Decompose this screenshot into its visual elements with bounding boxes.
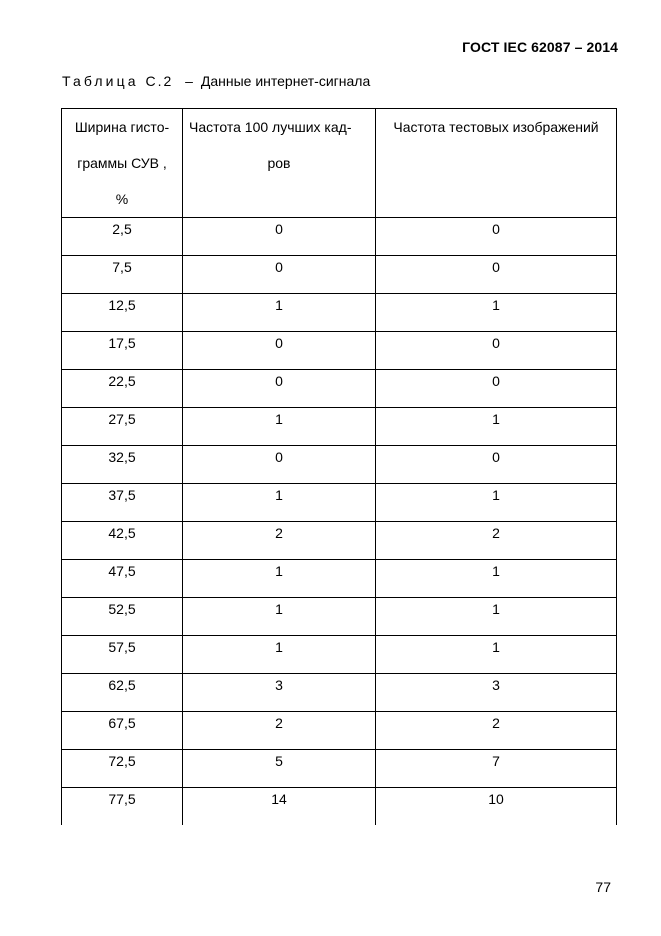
cell-test-images-frequency: 0 — [376, 218, 617, 256]
cell-top100-frequency: 1 — [183, 636, 376, 674]
cell-histogram-width: 52,5 — [62, 598, 183, 636]
cell-histogram-width: 32,5 — [62, 446, 183, 484]
cell-top100-frequency: 5 — [183, 750, 376, 788]
cell-top100-frequency: 0 — [183, 218, 376, 256]
document-standard-header: ГОСТ IEC 62087 – 2014 — [462, 39, 618, 55]
cell-top100-frequency: 1 — [183, 408, 376, 446]
cell-top100-frequency: 1 — [183, 484, 376, 522]
table-row — [62, 218, 617, 256]
caption-number: С.2 — [145, 73, 174, 89]
header-line: Частота 100 лучших кад- — [189, 119, 352, 135]
header-test-images-frequency — [376, 109, 617, 218]
table-row — [62, 522, 617, 560]
table-row — [62, 788, 617, 826]
table-row — [62, 294, 617, 332]
cell-histogram-width: 62,5 — [62, 674, 183, 712]
cell-histogram-width: 12,5 — [62, 294, 183, 332]
table-row — [62, 408, 617, 446]
header-line: граммы СУВ , — [77, 155, 167, 171]
table-row — [62, 674, 617, 712]
cell-test-images-frequency: 7 — [376, 750, 617, 788]
header-line: Частота тестовых изображений — [393, 119, 599, 135]
cell-top100-frequency: 2 — [183, 712, 376, 750]
header-line: Ширина гисто- — [74, 119, 170, 135]
table-row — [62, 446, 617, 484]
table-row — [62, 484, 617, 522]
header-histogram-width — [62, 109, 183, 218]
cell-test-images-frequency: 1 — [376, 560, 617, 598]
cell-top100-frequency: 1 — [183, 294, 376, 332]
table-row — [62, 636, 617, 674]
cell-top100-frequency: 0 — [183, 256, 376, 294]
cell-test-images-frequency: 2 — [376, 712, 617, 750]
cell-histogram-width: 37,5 — [62, 484, 183, 522]
table-row — [62, 712, 617, 750]
cell-test-images-frequency: 1 — [376, 636, 617, 674]
caption-label: Таблица — [62, 73, 139, 89]
cell-histogram-width: 7,5 — [62, 256, 183, 294]
cell-histogram-width: 42,5 — [62, 522, 183, 560]
cell-histogram-width: 47,5 — [62, 560, 183, 598]
header-top100-frequency — [183, 109, 376, 218]
cell-top100-frequency: 0 — [183, 446, 376, 484]
cell-test-images-frequency: 0 — [376, 446, 617, 484]
caption-title: Данные интернет-сигнала — [200, 73, 371, 89]
cell-histogram-width: 77,5 — [62, 788, 183, 826]
cell-histogram-width: 67,5 — [62, 712, 183, 750]
cell-test-images-frequency: 3 — [376, 674, 617, 712]
cell-top100-frequency: 1 — [183, 598, 376, 636]
cell-histogram-width: 27,5 — [62, 408, 183, 446]
table-row — [62, 332, 617, 370]
cell-top100-frequency: 2 — [183, 522, 376, 560]
header-line: % — [115, 191, 129, 207]
cell-histogram-width: 72,5 — [62, 750, 183, 788]
cell-test-images-frequency: 1 — [376, 484, 617, 522]
cell-histogram-width: 17,5 — [62, 332, 183, 370]
cell-histogram-width: 2,5 — [62, 218, 183, 256]
caption-dash: – — [185, 73, 193, 89]
cell-histogram-width: 22,5 — [62, 370, 183, 408]
table-row — [62, 560, 617, 598]
cell-test-images-frequency: 1 — [376, 294, 617, 332]
table-row — [62, 256, 617, 294]
histogram-data-table — [61, 108, 617, 825]
table-row — [62, 370, 617, 408]
cell-histogram-width: 57,5 — [62, 636, 183, 674]
table-header-row — [62, 109, 617, 218]
cell-top100-frequency: 0 — [183, 332, 376, 370]
page-number: 77 — [595, 879, 611, 895]
cell-test-images-frequency: 0 — [376, 332, 617, 370]
table-body — [62, 218, 617, 826]
cell-top100-frequency: 1 — [183, 560, 376, 598]
cell-test-images-frequency: 1 — [376, 408, 617, 446]
header-line: ров — [267, 155, 291, 171]
cell-top100-frequency: 14 — [183, 788, 376, 826]
cell-test-images-frequency: 0 — [376, 370, 617, 408]
cell-top100-frequency: 3 — [183, 674, 376, 712]
cell-test-images-frequency: 2 — [376, 522, 617, 560]
table-caption — [62, 73, 370, 89]
cell-test-images-frequency: 10 — [376, 788, 617, 826]
cell-test-images-frequency: 0 — [376, 256, 617, 294]
cell-top100-frequency: 0 — [183, 370, 376, 408]
table-row — [62, 750, 617, 788]
cell-test-images-frequency: 1 — [376, 598, 617, 636]
table-row — [62, 598, 617, 636]
